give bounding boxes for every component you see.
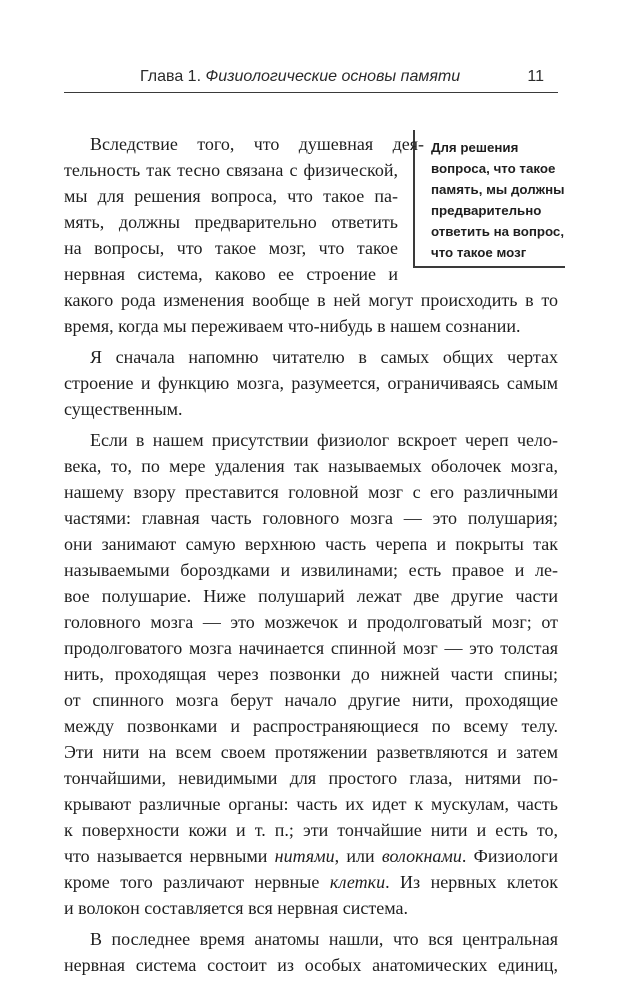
text-line: Я сначала напомню читателю в самых общих чертах [90, 347, 558, 367]
text-line: Вследствие того, что душевная дея- [90, 134, 424, 154]
text-line: мы для решения вопроса, что такое па- [64, 186, 398, 206]
text-line: существенным. [64, 399, 183, 419]
text-line [64, 869, 558, 895]
text-line: Эти нити на всем своем протяжении разветвляются и затем [64, 742, 558, 762]
chapter-title: Физиологические основы памяти [205, 68, 461, 85]
callout-line: предварительно [431, 203, 542, 218]
text-run: . Физиологи [461, 846, 559, 866]
text-line [64, 843, 558, 869]
running-header [64, 64, 558, 93]
text-line: нить, проходящая через позвонки до нижней части спины; [64, 664, 558, 684]
text-run: что называется нервными [64, 846, 275, 866]
text-line: какого рода изменения вообще в ней могут происходить в то [64, 290, 558, 310]
text-run: . Из нервных клеток [385, 872, 558, 892]
text-line: нашему взору преставится головной мозг с его различными [64, 482, 558, 502]
text-line: мять, должны предварительно ответить [64, 212, 398, 232]
text-run: , или [334, 846, 382, 866]
text-line: нервная система состоит из особых анатомических единиц, [64, 955, 558, 975]
chapter-number: Глава 1. [140, 68, 202, 85]
text-line: к поверхности кожи и т. п.; эти тончайшие нити и есть то, [64, 820, 558, 840]
paragraph-2 [64, 344, 558, 422]
text-line: время, когда мы переживаем что-нибудь в нашем сознании. [64, 316, 521, 336]
text-line: от спинного мозга берут начало другие нити, проходящие [64, 690, 558, 710]
text-line: крывают различные органы: часть их идет к мускулам, часть [64, 794, 558, 814]
italic-term: нитями [274, 846, 335, 866]
chapter-heading [140, 68, 460, 86]
italic-term: волокнами [381, 846, 462, 866]
callout-line: ответить на вопрос, [431, 224, 565, 239]
paragraph-4 [64, 926, 558, 978]
text-line: на вопросы, что такое мозг, что такое [64, 238, 398, 258]
page-number: 11 [527, 68, 544, 85]
text-line: частями: главная часть головного мозга — это полушария; [64, 508, 558, 528]
text-run: кроме того различают нервные [64, 872, 330, 892]
text-line: Если в нашем присутствии физиолог вскроет череп чело- [90, 430, 558, 450]
callout-line: вопроса, что такое [431, 161, 556, 176]
callout-line: память, мы должны [431, 182, 565, 197]
text-line: они занимают самую верхнюю часть черепа и покрыты так [64, 534, 558, 554]
text-line: головного мозга — это мозжечок и продолговатый мозг; от [64, 612, 558, 632]
text-line: продолговатого мозга начинается спинной мозг — это толстая [64, 638, 558, 658]
text-line: и волокон составляется вся нервная система. [64, 898, 408, 918]
text-line: века, то, по мере удаления так называемых оболочек мозга, [64, 456, 558, 476]
callout-line: что такое мозг [431, 245, 527, 260]
italic-term: клетки [329, 872, 386, 892]
text-line: тончайшими, невидимыми для простого глаза, нитями по- [64, 768, 558, 788]
text-line: тельность так тесно связана с физической, [64, 160, 398, 180]
text-line: нервная система, каково ее строение и [64, 264, 398, 284]
text-line: называемыми бороздками и извилинами; есть правое и ле- [64, 560, 558, 580]
text-line: В последнее время анатомы нашли, что вся центральная [90, 929, 558, 949]
text-line: вое полушарие. Ниже полушарий лежат две другие части [64, 586, 558, 606]
paragraph-1 [64, 131, 558, 339]
callout-line: Для решения [431, 140, 519, 155]
text-line: строение и функцию мозга, разумеется, ограничиваясь самым [64, 373, 558, 393]
body-text [64, 131, 558, 978]
paragraph-3 [64, 427, 558, 921]
text-line: между позвонками и распространяющиеся по всему телу. [64, 716, 558, 736]
